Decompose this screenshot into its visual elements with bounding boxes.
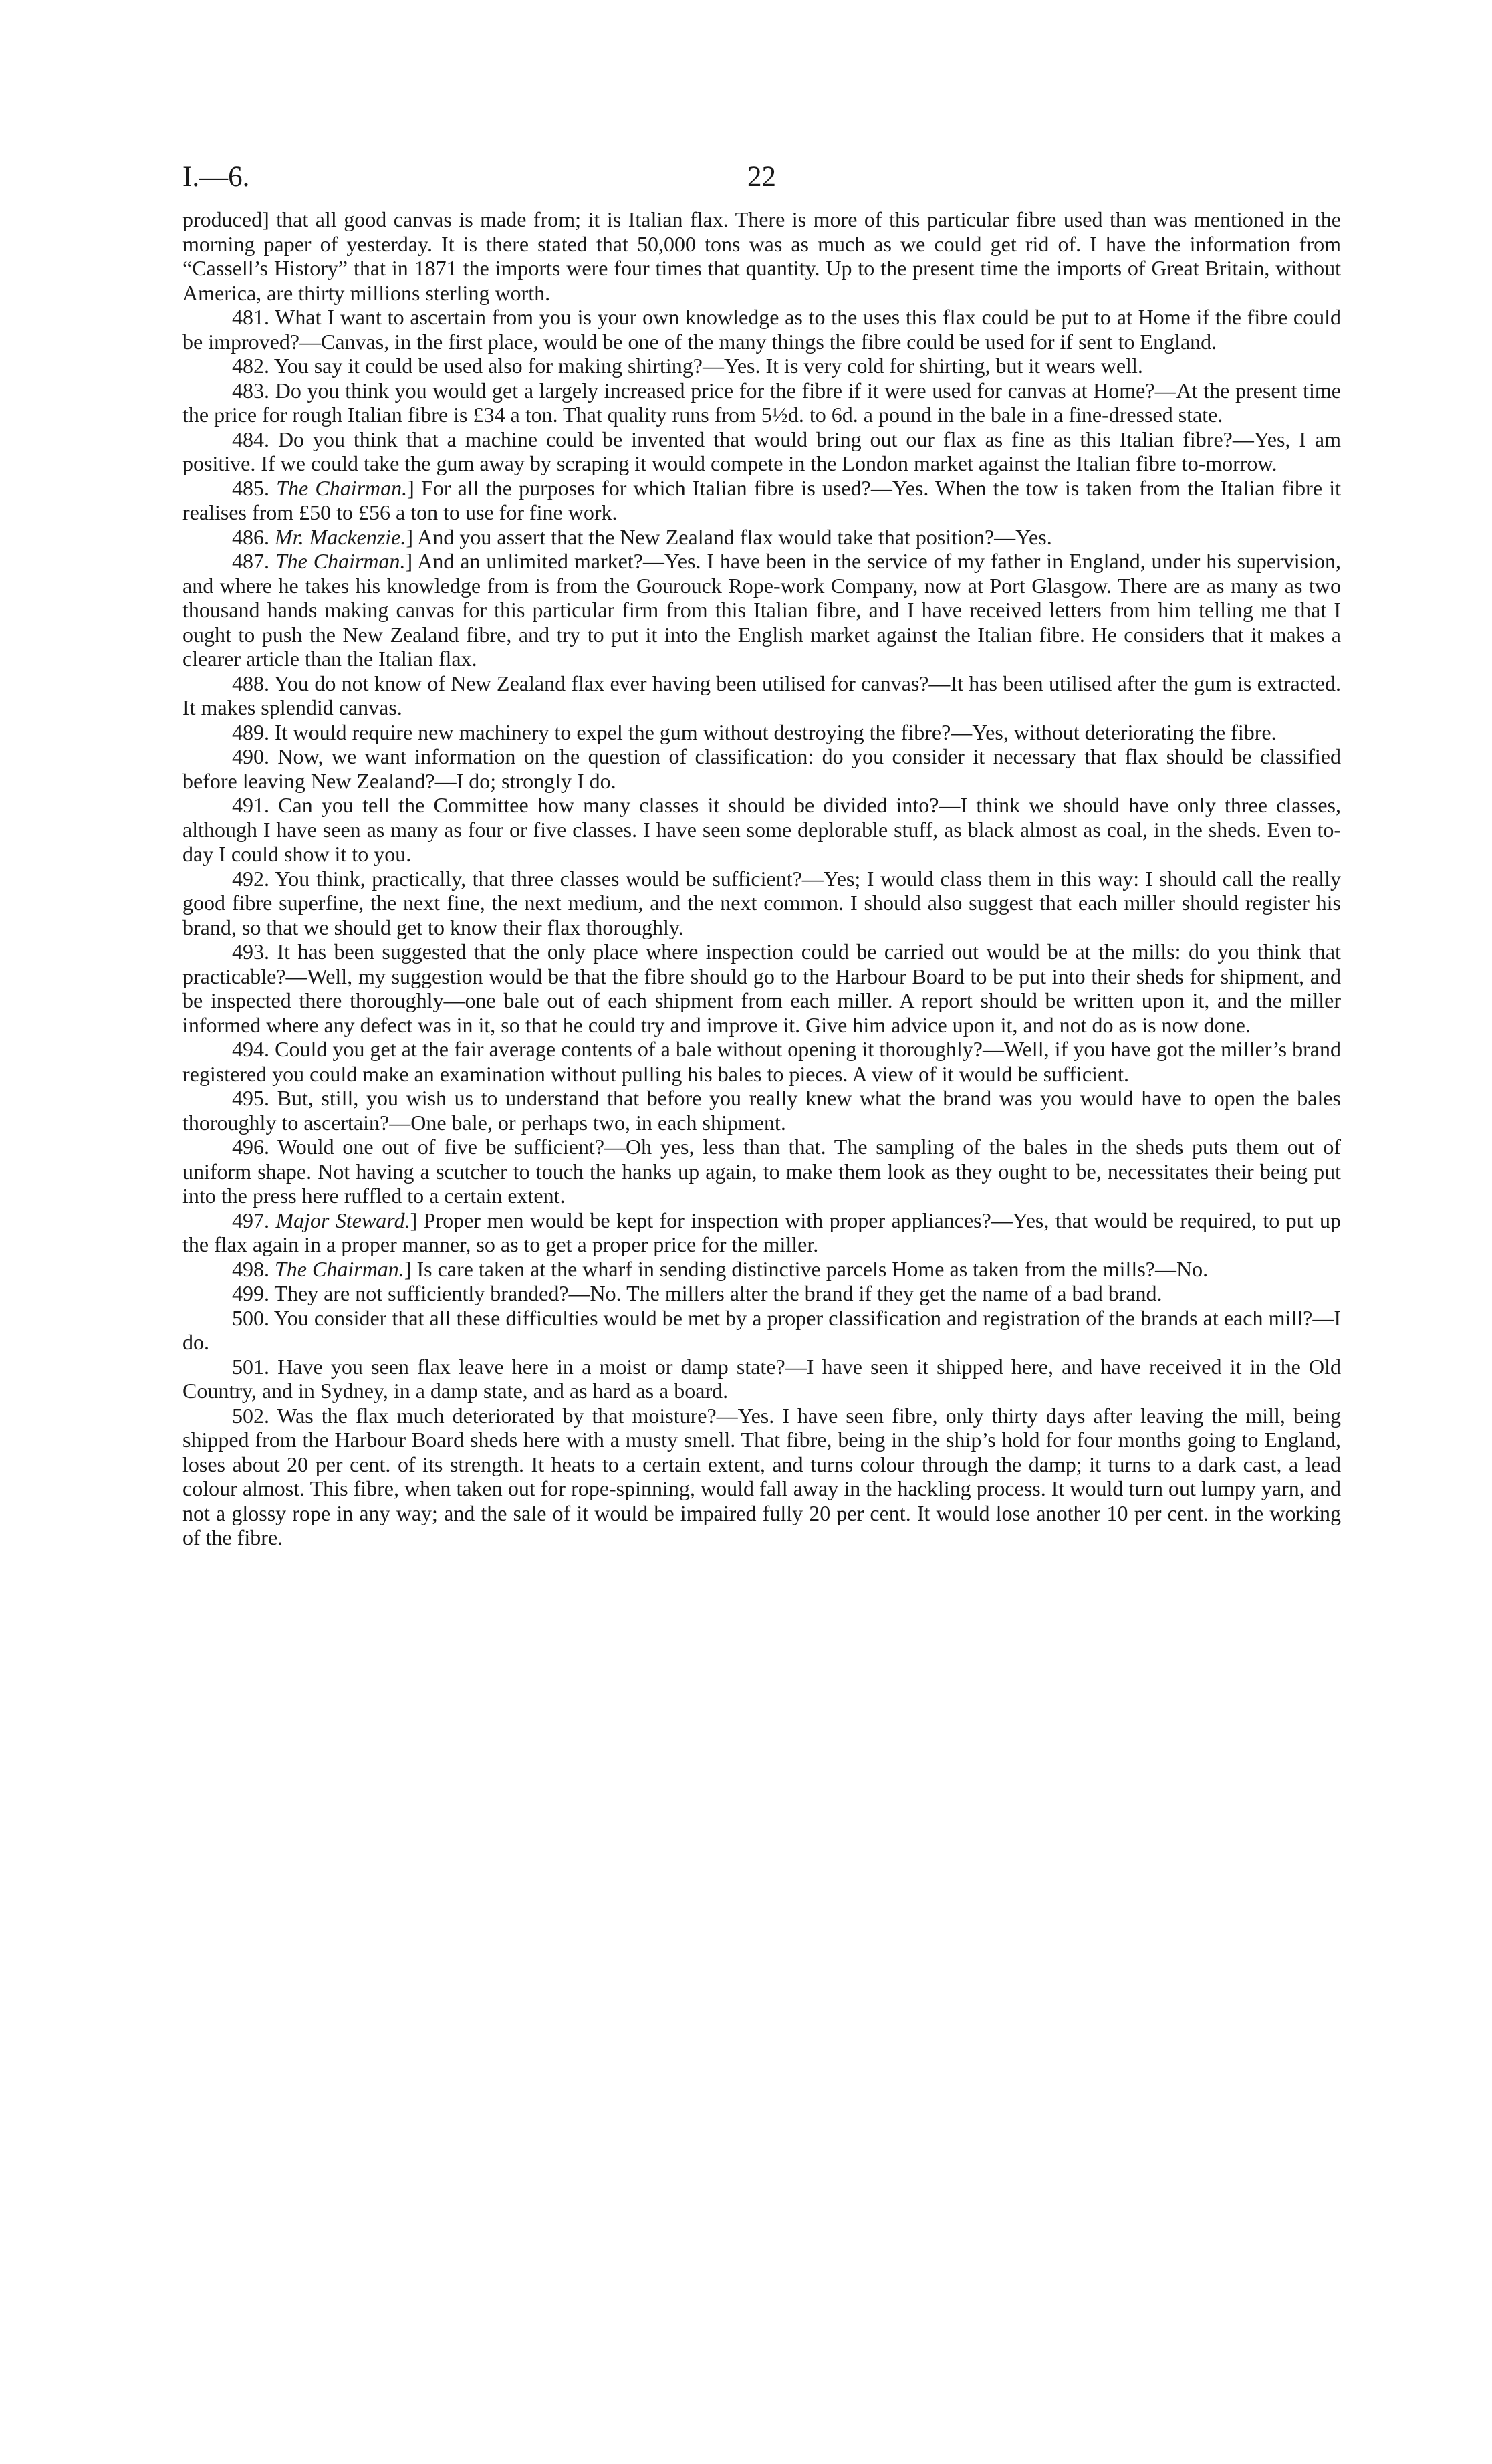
- paragraph-text: Would one out of five be sufficient?—Oh yes, less than that. The sampling of the bales in the sheds puts them out of uniform shape. Not having a scutcher to touch the hanks up again, to make them look as they ought to be, necessitates their being put into the press here ruffled to a certain extent.: [182, 1135, 1342, 1208]
- question-number: 489.: [232, 719, 269, 744]
- question-500: [182, 1306, 1341, 1355]
- question-number: 495.: [232, 1086, 269, 1110]
- speaker-name: Major Steward.: [275, 1208, 410, 1232]
- question-number: 483.: [232, 378, 269, 403]
- question-number: 488.: [232, 671, 269, 695]
- paragraph-text: They are not sufficiently branded?—No. The millers alter the brand if they get the name of a bad brand.: [274, 1281, 1162, 1305]
- question-482: [182, 354, 1341, 378]
- page-number: 22: [747, 161, 776, 193]
- question-489: [182, 720, 1341, 745]
- paragraph-text: Now, we want information on the question of classification: do you consider it necessary that flax should be classified before leaving New Zealand?—I do; strongly I do.: [182, 744, 1342, 793]
- question-number: 496.: [232, 1135, 269, 1159]
- question-498: [182, 1257, 1341, 1282]
- paragraph-text: What I want to ascertain from you is your own knowledge as to the uses this flax could be put to at Home if the fibre could be improved?—Canvas, in the first place, would be one of the many things the fibre could be used for if sent to England.: [182, 305, 1342, 354]
- paragraph-text: Do you think you would get a largely increased price for the fibre if it were used for canvas at Home?—At the present time the price for rough Italian fibre is £34 a ton. That quality runs from 5½d. to 6d. a pound in the bale in a fine-dressed state.: [182, 378, 1342, 427]
- paragraph-text: You think, practically, that three classes would be sufficient?—Yes; I would class them in this way: I should call the really good fibre superfine, the next fine, the next medium, and the next common. I should also suggest that each miller should register his brand, so that we should get to know their flax thoroughly.: [182, 866, 1342, 939]
- question-number: 494.: [232, 1037, 269, 1061]
- question-492: [182, 867, 1341, 940]
- question-number: 491.: [232, 793, 269, 817]
- question-497: [182, 1208, 1341, 1257]
- paragraph-text: ] And you assert that the New Zealand flax would take that position?—Yes.: [406, 524, 1052, 549]
- question-486: [182, 525, 1341, 550]
- question-484: [182, 427, 1341, 476]
- question-number: 499.: [232, 1281, 269, 1305]
- question-number: 484.: [232, 427, 269, 451]
- paragraph-text: You do not know of New Zealand flax ever having been utilised for canvas?—It has been utilised after the gum is extracted. It makes splendid canvas.: [182, 671, 1342, 719]
- question-493: [182, 939, 1341, 1037]
- paragraph-text: It has been suggested that the only place where inspection could be carried out would be at the mills: do you think that practicable?—Well, my suggestion would be that the fibre should go to the Harbour Board to be put into their sheds for shipment, and be inspected there thoroughly—one bale out of each shipment from each miller. A report should be written upon it, and the miller informed where any defect was in it, so that he could try and improve it. Give him advice upon it, and not do as is now done.: [182, 939, 1342, 1037]
- page-header: [182, 160, 1341, 207]
- evidence-text: [182, 207, 1341, 1550]
- speaker-name: The Chairman.: [276, 475, 408, 500]
- question-number: 481.: [232, 305, 269, 329]
- question-number: 501.: [232, 1354, 269, 1379]
- question-number: 490.: [232, 744, 269, 768]
- question-number: 497.: [232, 1208, 269, 1232]
- paragraph-text: Have you seen flax leave here in a moist or damp state?—I have seen it shipped here, and have received it in the Old Country, and in Sydney, in a damp state, and as hard as a board.: [182, 1354, 1342, 1403]
- speaker-name: The Chairman.: [275, 1256, 404, 1281]
- paragraph-text: ] Proper men would be kept for inspection with proper appliances?—Yes, that would be required, to put up the flax again in a proper manner, so as to get a proper price for the miller.: [182, 1208, 1342, 1256]
- question-491: [182, 793, 1341, 867]
- question-483: [182, 378, 1341, 427]
- question-501: [182, 1355, 1341, 1404]
- paragraph-text: Can you tell the Committee how many classes it should be divided into?—I think we should have only three classes, although I have seen as many as four or five classes. I have seen some deplorable stuff, as black almost as coal, in the sheds. Even to-day I could show it to you.: [182, 793, 1342, 866]
- document-reference: I.—6.: [182, 161, 250, 193]
- speaker-name: The Chairman.: [275, 549, 406, 573]
- paragraph-text: ] Is care taken at the wharf in sending distinctive parcels Home as taken from the mills?—No.: [404, 1256, 1209, 1281]
- paragraph-continuation: [182, 207, 1341, 305]
- question-495: [182, 1086, 1341, 1135]
- paragraph-text: Do you think that a machine could be invented that would bring out our flax as fine as this Italian fibre?—Yes, I am positive. If we could take the gum away by scraping it would compete in the London market against the Italian fibre to-morrow.: [182, 427, 1342, 475]
- paragraph-text: ] And an unlimited market?—Yes. I have been in the service of my father in England, under his supervision, and where he takes his knowledge from is from the Gourouck Rope-work Company, now at Port Glasgow. There are as many as two thousand hands making canvas for this particular firm from this Italian fibre, and I have received letters from him telling me that I ought to push the New Zealand fibre, and try to put it into the English market against the Italian fibre. He considers that it makes a clearer article than the Italian flax.: [182, 549, 1342, 671]
- question-496: [182, 1135, 1341, 1208]
- question-number: 482.: [232, 354, 269, 378]
- paragraph-text: Was the flax much deteriorated by that moisture?—Yes. I have seen fibre, only thirty days after leaving the mill, being shipped from the Harbour Board sheds here with a musty smell. That fibre, being in the ship’s hold for four months going to England, loses about 20 per cent. of its strength. It heats to a certain extent, and turns colour through the damp; it turns to a dark cast, a lead colour almost. This fibre, when taken out for rope-spinning, would fall away in the hackling process. It would turn out lumpy yarn, and not a glossy rope in any way; and the sale of it would be impaired fully 20 per cent. It would lose another 10 per cent. in the working of the fibre.: [182, 1403, 1342, 1549]
- paragraph-text: Could you get at the fair average contents of a bale without opening it thoroughly?—Well, if you have got the miller’s brand registered you could make an examination without pulling his bales to pieces. A view of it would be sufficient.: [182, 1037, 1342, 1086]
- question-number: 487.: [232, 549, 269, 573]
- paragraph-text: You consider that all these difficulties would be met by a proper classification and registration of the brands at each mill?—I do.: [182, 1305, 1342, 1354]
- question-488: [182, 671, 1341, 720]
- question-number: 485.: [232, 475, 269, 500]
- question-485: [182, 476, 1341, 525]
- question-number: 492.: [232, 866, 269, 891]
- question-number: 486.: [232, 524, 269, 549]
- question-494: [182, 1037, 1341, 1086]
- paragraph-text: You say it could be used also for making shirting?—Yes. It is very cold for shirting, but it wears well.: [273, 354, 1143, 378]
- question-number: 498.: [232, 1256, 269, 1281]
- paragraph-text: ] For all the purposes for which Italian fibre is used?—Yes. When the tow is taken from the Italian fibre it realises from £50 to £56 a ton to use for fine work.: [182, 475, 1342, 524]
- speaker-name: Mr. Mackenzie.: [275, 524, 406, 549]
- question-number: 493.: [232, 939, 269, 964]
- question-487: [182, 549, 1341, 671]
- paragraph-text: produced] that all good canvas is made from; it is Italian flax. There is more of this particular fibre used than was mentioned in the morning paper of yesterday. It is there stated that 50,000 tons was as much as we could get rid of. I have the information from “Cassell’s History” that in 1871 the imports were four times that quantity. Up to the present time the imports of Great Britain, without America, are thirty millions sterling worth.: [182, 207, 1341, 305]
- question-499: [182, 1281, 1341, 1306]
- question-490: [182, 744, 1341, 793]
- question-number: 502.: [232, 1403, 269, 1428]
- question-481: [182, 305, 1341, 354]
- question-number: 500.: [232, 1305, 269, 1330]
- document-page: [182, 160, 1341, 1550]
- paragraph-text: It would require new machinery to expel the gum without destroying the fibre?—Yes, without deteriorating the fibre.: [275, 719, 1277, 744]
- paragraph-text: But, still, you wish us to understand that before you really knew what the brand was you would have to open the bales thoroughly to ascertain?—One bale, or perhaps two, in each shipment.: [182, 1086, 1342, 1135]
- question-502: [182, 1404, 1341, 1550]
